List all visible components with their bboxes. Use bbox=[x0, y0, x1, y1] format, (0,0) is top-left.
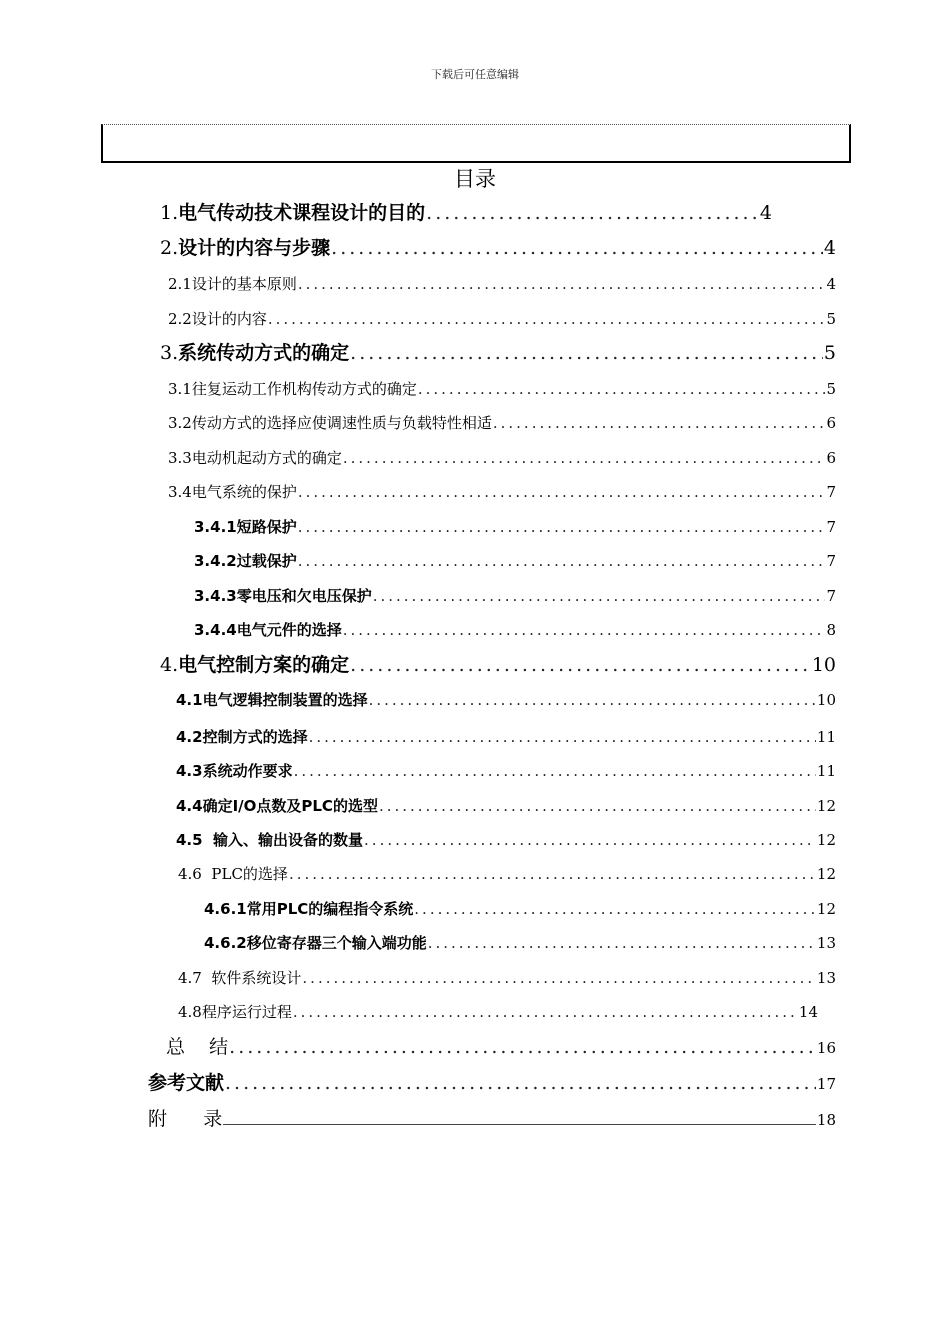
toc-entry-1[interactable] bbox=[160, 201, 772, 225]
dot-leader bbox=[225, 1071, 816, 1095]
toc-entry-2[interactable] bbox=[160, 236, 836, 260]
toc-entry-appendix[interactable] bbox=[148, 1107, 836, 1132]
dot-leader bbox=[379, 794, 816, 818]
toc-entry-label: 3.4.3零电压和欠电压保护 bbox=[194, 587, 372, 605]
toc-entry-4-7[interactable] bbox=[178, 966, 836, 990]
dot-leader bbox=[268, 307, 826, 331]
toc-entry-references[interactable] bbox=[148, 1071, 836, 1096]
toc-entry-4-2[interactable] bbox=[176, 725, 836, 749]
dot-leader bbox=[428, 931, 816, 955]
toc-entry-label: 2.1设计的基本原则 bbox=[168, 275, 297, 293]
page-header-note: 下载后可任意编辑 bbox=[431, 68, 519, 81]
toc-entry-label: 4.8程序运行过程 bbox=[178, 1003, 292, 1021]
toc-page-number: 8 bbox=[826, 621, 836, 639]
toc-entry-4-4[interactable] bbox=[176, 794, 836, 818]
toc-entry-4-8[interactable] bbox=[178, 1000, 818, 1024]
toc-entry-label: 3.1往复运动工作机构传动方式的确定 bbox=[168, 380, 417, 398]
toc-entry-4[interactable] bbox=[160, 653, 836, 677]
dot-leader bbox=[426, 201, 759, 225]
toc-page-number: 12 bbox=[816, 831, 836, 849]
toc-entry-number: 2. bbox=[160, 237, 179, 259]
toc-entry-3-4-2[interactable] bbox=[194, 549, 836, 573]
toc-entry-summary[interactable] bbox=[166, 1035, 836, 1060]
dot-leader bbox=[331, 236, 823, 260]
toc-entry-label: 电气控制方案的确定 bbox=[178, 654, 350, 676]
toc-entry-2-2[interactable] bbox=[168, 307, 836, 331]
toc-page-number: 11 bbox=[816, 728, 836, 746]
toc-entry-label: 3.4.1短路保护 bbox=[194, 518, 297, 536]
toc-entry-label: 4.5 输入、输出设备的数量 bbox=[176, 831, 364, 849]
toc-page-number: 4 bbox=[826, 275, 836, 293]
dot-leader bbox=[414, 897, 816, 921]
toc-entry-label: 4.7 软件系统设计 bbox=[178, 969, 302, 987]
toc-page-number: 12 bbox=[816, 865, 836, 883]
toc-page-number: 16 bbox=[816, 1039, 836, 1057]
toc-title: 目录 bbox=[454, 167, 496, 191]
toc-page-number: 7 bbox=[826, 552, 836, 570]
dot-leader bbox=[373, 584, 826, 608]
toc-entry-3-1[interactable] bbox=[168, 377, 836, 401]
toc-page-number: 10 bbox=[811, 654, 836, 676]
toc-entry-3-3[interactable] bbox=[168, 446, 836, 470]
toc-entry-label: 3.2传动方式的选择应使调速性质与负载特性相适 bbox=[168, 414, 492, 432]
toc-page-number: 14 bbox=[798, 1003, 818, 1021]
toc-page-number: 4 bbox=[759, 202, 772, 224]
toc-entry-number: 4. bbox=[160, 654, 179, 676]
toc-entry-label: 系统传动方式的确定 bbox=[178, 342, 350, 364]
toc-entry-number: 1. bbox=[160, 202, 179, 224]
dot-leader bbox=[343, 446, 826, 470]
toc-entry-label: 总 结 bbox=[166, 1036, 229, 1058]
toc-page-number: 7 bbox=[826, 518, 836, 536]
toc-entry-label: 附 录 bbox=[148, 1108, 223, 1130]
toc-entry-label: 设计的内容与步骤 bbox=[178, 237, 331, 259]
toc-entry-number: 3. bbox=[160, 342, 179, 364]
toc-page-number: 12 bbox=[816, 797, 836, 815]
toc-entry-4-3[interactable] bbox=[176, 759, 836, 783]
dot-leader bbox=[493, 411, 826, 435]
dot-leader bbox=[294, 759, 816, 783]
toc-entry-label: 4.3系统动作要求 bbox=[176, 762, 293, 780]
toc-page-number: 18 bbox=[816, 1111, 836, 1129]
toc-entry-label: 3.4电气系统的保护 bbox=[168, 483, 297, 501]
toc-entry-3-2[interactable] bbox=[168, 411, 836, 435]
toc-entry-3-4-1[interactable] bbox=[194, 515, 836, 539]
dot-leader bbox=[418, 377, 826, 401]
toc-page-number: 11 bbox=[816, 762, 836, 780]
toc-entry-4-6-2[interactable] bbox=[204, 931, 836, 955]
dot-leader bbox=[298, 480, 826, 504]
toc-page-number: 4 bbox=[823, 237, 836, 259]
toc-entry-label: 电气传动技术课程设计的目的 bbox=[178, 202, 426, 224]
toc-entry-label: 3.4.4电气元件的选择 bbox=[194, 621, 342, 639]
toc-entry-label: 参考文献 bbox=[148, 1072, 225, 1094]
dot-leader bbox=[350, 653, 811, 677]
toc-entry-3-4[interactable] bbox=[168, 480, 836, 504]
toc-page-number: 6 bbox=[826, 449, 836, 467]
toc-page-number: 13 bbox=[816, 969, 836, 987]
title-box bbox=[101, 124, 851, 163]
toc-page-number: 6 bbox=[826, 414, 836, 432]
toc-entry-label: 4.6.2移位寄存器三个输入端功能 bbox=[204, 934, 427, 952]
toc-page-number: 5 bbox=[826, 380, 836, 398]
toc-entry-4-1[interactable] bbox=[176, 688, 836, 712]
underline-leader bbox=[223, 1110, 816, 1125]
toc-entry-label: 3.4.2过载保护 bbox=[194, 552, 297, 570]
toc-entry-label: 4.1电气逻辑控制装置的选择 bbox=[176, 691, 368, 709]
toc-entry-3-4-3[interactable] bbox=[194, 584, 836, 608]
toc-page-number: 10 bbox=[816, 691, 836, 709]
toc-entry-label: 4.2控制方式的选择 bbox=[176, 728, 308, 746]
toc-entry-3-4-4[interactable] bbox=[194, 618, 836, 642]
dot-leader bbox=[343, 618, 826, 642]
dot-leader bbox=[364, 828, 816, 852]
toc-entry-label: 3.3电动机起动方式的确定 bbox=[168, 449, 342, 467]
toc-page-number: 5 bbox=[826, 310, 836, 328]
toc-entry-label: 2.2设计的内容 bbox=[168, 310, 267, 328]
dot-leader bbox=[289, 862, 816, 886]
toc-entry-4-5[interactable] bbox=[176, 828, 836, 852]
toc-page-number: 17 bbox=[816, 1075, 836, 1093]
toc-entry-label: 4.6 PLC的选择 bbox=[178, 865, 288, 883]
toc-entry-label: 4.4确定I/O点数及PLC的选型 bbox=[176, 797, 378, 815]
toc-entry-3[interactable] bbox=[160, 341, 836, 365]
toc-page-number: 5 bbox=[823, 342, 836, 364]
dot-leader bbox=[293, 1000, 798, 1024]
toc-page-number: 13 bbox=[816, 934, 836, 952]
dot-leader bbox=[298, 515, 826, 539]
toc-entry-2-1[interactable] bbox=[168, 272, 836, 296]
toc-entry-label: 4.6.1常用PLC的编程指令系统 bbox=[204, 900, 414, 918]
dot-leader bbox=[350, 341, 823, 365]
dot-leader bbox=[298, 272, 826, 296]
toc-page-number: 12 bbox=[816, 900, 836, 918]
dot-leader bbox=[302, 966, 816, 990]
toc-entry-4-6-1[interactable] bbox=[204, 897, 836, 921]
toc-entry-4-6[interactable] bbox=[178, 862, 836, 886]
dot-leader bbox=[369, 688, 816, 712]
dot-leader bbox=[309, 725, 816, 749]
toc-page-number: 7 bbox=[826, 483, 836, 501]
dot-leader bbox=[229, 1035, 816, 1059]
toc-page-number: 7 bbox=[826, 587, 836, 605]
dot-leader bbox=[298, 549, 826, 573]
